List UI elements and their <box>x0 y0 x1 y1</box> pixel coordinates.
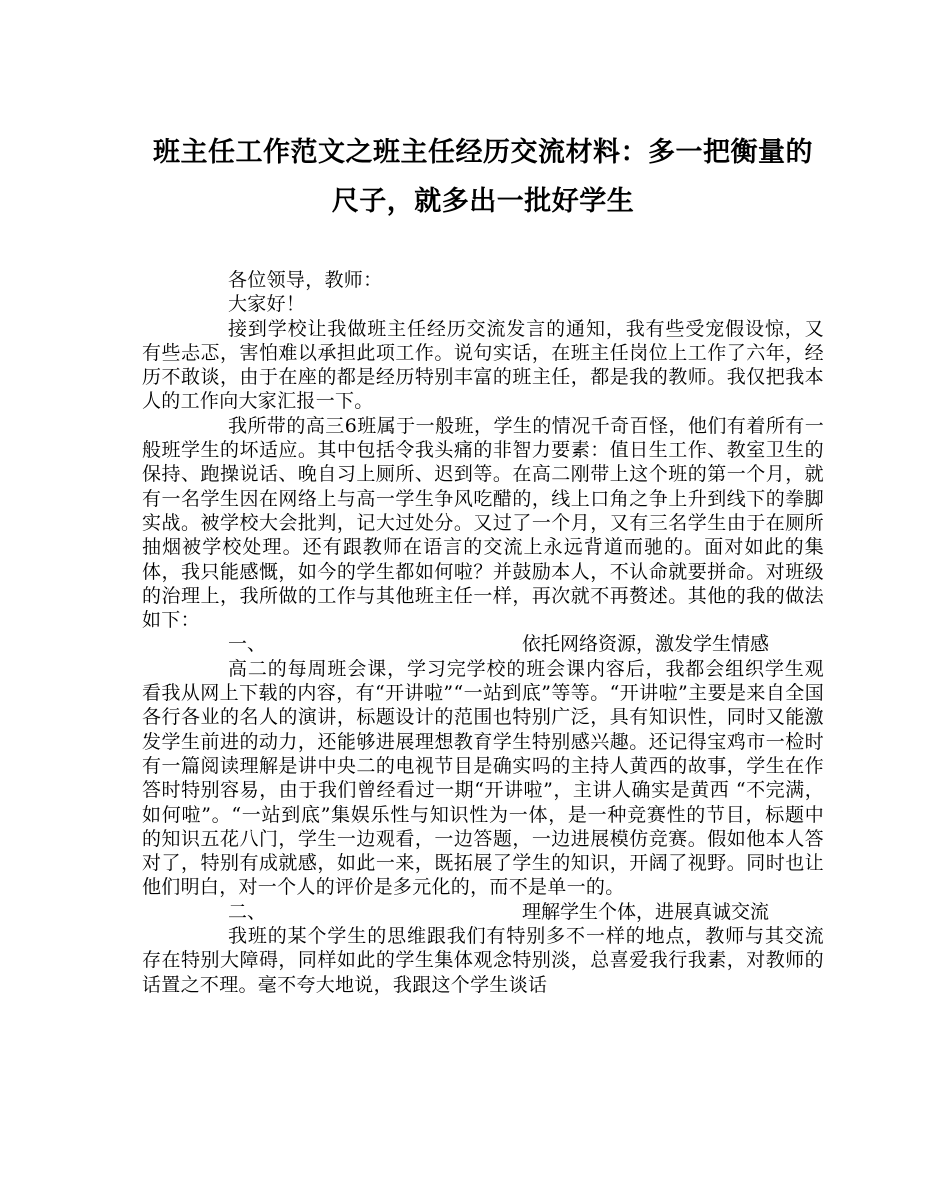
paragraph-intro: 接到学校让我做班主任经历交流发言的通知，我有些受宠假设惊，又有些忐忑，害怕难以承担此项工作。说句实话，在班主任岗位上工作了六年，经历不敢谈，由于在座的都是经历特别丰富的班主任，都是我的教师。我仅把我本人的工作向大家汇报一下。 <box>142 317 824 413</box>
document-page <box>142 128 824 997</box>
section-title-1: 依托网络资源，激发学生情感 <box>522 633 770 656</box>
section-number-1: 一、 <box>228 633 267 656</box>
document-body <box>142 268 824 997</box>
section-title-2: 理解学生个体，进展真诚交流 <box>522 900 770 923</box>
section-number-2: 二、 <box>228 900 267 923</box>
section-paragraph-2: 我班的某个学生的思维跟我们有特别多不一样的地点，教师与其交流存在特别大障碍，同样如此的学生集体观念特别淡，总喜爱我行我素，对教师的话置之不理。毫不夸大地说，我跟这个学生谈话 <box>142 925 824 996</box>
section-heading-2 <box>142 900 824 924</box>
greeting: 各位领导，教师： <box>228 269 383 291</box>
section-heading-1 <box>142 632 824 656</box>
document-title: 班主任工作范文之班主任经历交流材料：多一把衡量的尺子，就多出一批好学生 <box>153 137 813 217</box>
section-paragraph-1: 高二的每周班会课，学习完学校的班会课内容后，我都会组织学生观看我从网上下载的内容，有“开讲啦”“一站到底”等等。“开讲啦”主要是来自全国各行各业的名人的演讲，标题设计的范围也特别广泛，具有知识性，同时又能激发学生前进的动力，还能够进展理想教育学生特别感兴趣。还记得宝鸡市一检时有一篇阅读理解是讲中央二的电视节目是确实吗的主持人黄西的故事，学生在作答时特别容易，由于我们曾经看过一期“开讲啦”，主讲人确实是黄西 “不完满，如何啦”。“一站到底”集娱乐性与知识性为一体，是一种竞赛性的节目，标题中的知识五花八门，学生一边观看，一边答题，一边进展模仿竞赛。假如他本人答对了，特别有成就感，如此一来，既拓展了学生的知识，开阔了视野。同时也让他们明白，对一个人的评价是多元化的，而不是单一的。 <box>142 657 824 899</box>
salutation: 大家好！ <box>228 293 306 316</box>
paragraph-class-situation: 我所带的高三6班属于一般班，学生的情况千奇百怪，他们有着所有一般班学生的坏适应。其中包括令我头痛的非智力要素：值日生工作、教室卫生的保持、跑操说话、晚自习上厕所、迟到等。在高二刚带上这个班的第一个月，就有一名学生因在网络上与高一学生争风吃醋的，线上口角之争上升到线下的拳脚实战。被学校大会批判，记大过处分。又过了一个月，又有三名学生由于在厕所抽烟被学校处理。还有跟教师在语言的交流上永远背道而驰的。面对如此的集体，我只能感慨，如今的学生都如何啦？并鼓励本人，不认命就要拼命。对班级的治理上，我所做的工作与其他班主任一样，再次就不再赘述。其他的我的做法如下： <box>142 414 824 632</box>
